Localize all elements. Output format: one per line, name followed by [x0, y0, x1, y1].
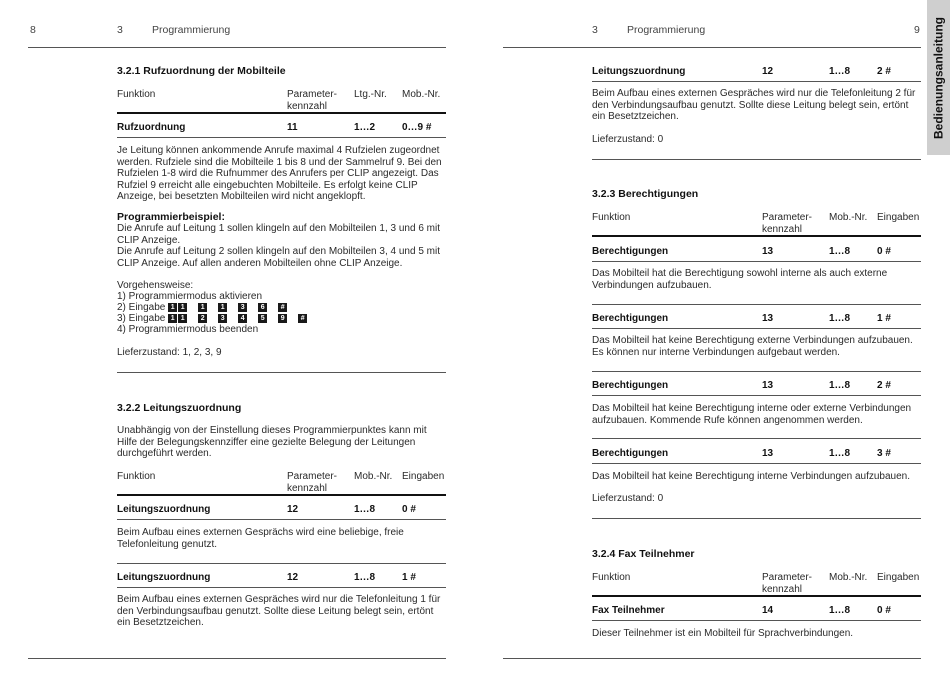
row-input: 0 # — [402, 504, 416, 515]
chapter-title: Programmierung — [152, 24, 231, 36]
section-end-rule — [117, 372, 446, 373]
row-input: 0 # — [877, 605, 891, 616]
col-header-parameter: Parameter- kennzahl — [287, 471, 338, 494]
row-rule — [592, 620, 921, 621]
col-header-mob-nr: Mob.-Nr. — [354, 471, 393, 482]
row-description: Das Mobilteil hat keine Berechtigung interne oder externe Verbindungen aufzubauen. Kommende Rufe können angenommen werden. — [592, 403, 912, 426]
keypad-key: 2 — [198, 314, 207, 323]
col-header-ltg-nr: Ltg.-Nr. — [354, 89, 387, 100]
row-param-code: 13 — [762, 448, 774, 459]
description-paragraph: Je Leitung können ankommende Anrufe maximal 4 Rufzielen zugeordnet werden. Rufziele sind die Mobilteile 1 bis 8 und der Sammelruf 9. Bei den Rufzielen 1-8 wird die Rufnummer des Anrufers per CLIP angezeigt. Das Rufziel 9 erreicht alle eingebuchten Mobilteile. Es erfolgt keine CLIP Anzeige, bei besetzten Mobilteilen wird nicht angeklopft. — [117, 145, 442, 202]
keypad-key: 6 — [258, 303, 267, 312]
row-function-name: Fax Teilnehmer — [592, 605, 665, 616]
example-text: Die Anrufe auf Leitung 1 sollen klingeln auf den Mobilteilen 1, 3 und 6 mit CLIP Anzeige. Die Anrufe auf Leitung 2 sollen klingeln auf den Mobilteilen 3, 4 und 5 mit CLIP Anzeige. Auf allen anderen Mobilteilen ohne CLIP Anzeige. — [117, 223, 440, 269]
row-input: 1 # — [402, 572, 416, 583]
row-function-name: Berechtigungen — [592, 313, 669, 324]
table-header-rule — [117, 112, 446, 114]
side-tab-label: Bedienungsanleitung — [930, 16, 945, 139]
row-description: Das Mobilteil hat keine Berechtigung interne Verbindungen aufzubauen. — [592, 471, 910, 482]
row-param-code: 13 — [762, 380, 774, 391]
keypad-key: 3 — [218, 314, 227, 323]
table-header-rule — [592, 595, 921, 597]
example-heading: Programmierbeispiel: — [117, 211, 225, 223]
row-input: 2 # — [877, 66, 891, 77]
step-label: 3) Eingabe — [117, 313, 166, 324]
row-mob-range: 1…8 — [829, 605, 851, 616]
section-heading-3-2-2: 3.2.2 Leitungszuordnung — [117, 402, 242, 414]
row-function-name: Rufzuordnung — [117, 122, 186, 133]
row-mob-range: 1…8 — [829, 380, 851, 391]
row-param-code: 12 — [287, 504, 299, 515]
col-header-funktion: Funktion — [592, 212, 631, 223]
key-sequence — [168, 313, 308, 324]
row-rule — [592, 463, 921, 464]
default-value: Lieferzustand: 0 — [592, 493, 664, 504]
row-rule — [117, 137, 446, 138]
keypad-key: 9 — [278, 314, 287, 323]
section-heading-3-2-1: 3.2.1 Rufzuordnung der Mobilteile — [117, 65, 286, 77]
section-end-rule — [592, 159, 921, 160]
col-header-funktion: Funktion — [592, 572, 631, 583]
row-end-rule — [592, 438, 921, 439]
row-mob-range: 1…8 — [829, 246, 851, 257]
row-end-rule — [592, 371, 921, 372]
col-header-mob-nr: Mob.-Nr. — [829, 572, 868, 583]
row-mob-range: 1…8 — [354, 504, 376, 515]
procedure-step-1: 1) Programmiermodus aktivieren — [117, 291, 263, 302]
row-rule — [117, 587, 446, 588]
row-param-code: 13 — [762, 246, 774, 257]
table-header-rule — [592, 235, 921, 237]
section-heading-3-2-4: 3.2.4 Fax Teilnehmer — [592, 548, 695, 560]
keypad-key: # — [298, 314, 307, 323]
chapter-number: 3 — [592, 24, 598, 36]
section-intro: Unabhängig von der Einstellung dieses Programmierpunktes kann mit Hilfe der Belegungskennziffer eine gezielte Belegung der Leitungen durchgeführt werden. — [117, 425, 427, 459]
row-input: 3 # — [877, 448, 891, 459]
row-mob-range: 1…8 — [354, 572, 376, 583]
keypad-key: 1 — [178, 303, 187, 312]
row-description: Beim Aufbau eines externen Gespräches wird nur die Telefonleitung 1 für den Verbindungsaufbau genutzt. Sollte diese Leitung belegt sein, ertönt ein Besetztzeichen. — [117, 594, 441, 628]
row-input: 1 # — [877, 313, 891, 324]
col-header-eingaben: Eingaben — [402, 471, 445, 482]
row-function-name: Berechtigungen — [592, 448, 669, 459]
header-rule — [28, 47, 446, 48]
header-rule — [503, 47, 921, 48]
key-sequence — [168, 302, 288, 313]
row-description: Das Mobilteil hat die Berechtigung sowohl interne als auch externe Verbindungen aufzubauen. — [592, 268, 888, 291]
page-number: 8 — [30, 24, 36, 36]
col-header-funktion: Funktion — [117, 89, 156, 100]
step-label: 2) Eingabe — [117, 302, 166, 313]
page-number: 9 — [914, 24, 920, 36]
chapter-side-tab — [927, 0, 950, 155]
footer-rule — [503, 658, 921, 659]
row-rule — [592, 395, 921, 396]
row-ltg-range: 1…2 — [354, 122, 376, 133]
row-input: 2 # — [877, 380, 891, 391]
col-header-parameter: Parameter- kennzahl — [762, 572, 813, 595]
col-header-mob-nr: Mob.-Nr. — [402, 89, 441, 100]
row-end-rule — [117, 563, 446, 564]
row-description: Dieser Teilnehmer ist ein Mobilteil für Sprachverbindungen. — [592, 628, 854, 639]
default-value: Lieferzustand: 0 — [592, 134, 664, 145]
row-input: 0 # — [877, 246, 891, 257]
col-header-mob-nr: Mob.-Nr. — [829, 212, 868, 223]
keypad-key: 5 — [258, 314, 267, 323]
keypad-key: 1 — [178, 314, 187, 323]
keypad-key: 4 — [238, 314, 247, 323]
keypad-key: 1 — [168, 314, 177, 323]
procedure-step-2 — [117, 302, 288, 314]
row-function-name: Berechtigungen — [592, 380, 669, 391]
chapter-title: Programmierung — [627, 24, 706, 36]
row-mob-range: 1…8 — [829, 66, 851, 77]
row-param-code: 14 — [762, 605, 774, 616]
col-header-eingaben: Eingaben — [877, 212, 920, 223]
row-rule — [592, 81, 921, 82]
keypad-key: 1 — [218, 303, 227, 312]
row-function-name: Leitungszuordnung — [592, 66, 686, 77]
procedure-step-3 — [117, 313, 308, 325]
section-end-rule — [592, 518, 921, 519]
row-mob-range: 1…8 — [829, 313, 851, 324]
procedure-label: Vorgehensweise: — [117, 280, 194, 291]
col-header-eingaben: Eingaben — [877, 572, 920, 583]
row-param-code: 12 — [287, 572, 299, 583]
row-param-code: 11 — [287, 122, 298, 133]
col-header-parameter: Parameter- kennzahl — [762, 212, 813, 235]
right-page — [475, 0, 950, 674]
footer-rule — [28, 658, 446, 659]
row-rule — [117, 519, 446, 520]
row-mob-range: 0…9 # — [402, 122, 432, 133]
row-description: Beim Aufbau eines externen Gesprächs wird eine beliebige, freie Telefonleitung genutzt. — [117, 527, 404, 550]
chapter-number: 3 — [117, 24, 123, 36]
row-rule — [592, 261, 921, 262]
default-value: Lieferzustand: 1, 2, 3, 9 — [117, 347, 222, 358]
row-description: Beim Aufbau eines externen Gespräches wird nur die Telefonleitung 2 für den Verbindungsaufbau genutzt. Sollte diese Leitung belegt sein, ertönt ein Besetztzeichen. — [592, 88, 916, 122]
row-function-name: Berechtigungen — [592, 246, 669, 257]
section-heading-3-2-3: 3.2.3 Berechtigungen — [592, 188, 699, 200]
keypad-key: 3 — [238, 303, 247, 312]
row-rule — [592, 328, 921, 329]
row-description: Das Mobilteil hat keine Berechtigung externe Verbindungen aufzubauen. Es können nur interne Verbindungen aufgebaut werden. — [592, 335, 913, 358]
row-function-name: Leitungszuordnung — [117, 572, 211, 583]
keypad-key: # — [278, 303, 287, 312]
row-end-rule — [592, 304, 921, 305]
row-mob-range: 1…8 — [829, 448, 851, 459]
row-param-code: 12 — [762, 66, 774, 77]
col-header-parameter: Parameter- kennzahl — [287, 89, 338, 112]
table-header-rule — [117, 494, 446, 496]
keypad-key: 1 — [198, 303, 207, 312]
row-param-code: 13 — [762, 313, 774, 324]
col-header-funktion: Funktion — [117, 471, 156, 482]
keypad-key: 1 — [168, 303, 177, 312]
row-function-name: Leitungszuordnung — [117, 504, 211, 515]
procedure-step-4: 4) Programmiermodus beenden — [117, 324, 259, 335]
